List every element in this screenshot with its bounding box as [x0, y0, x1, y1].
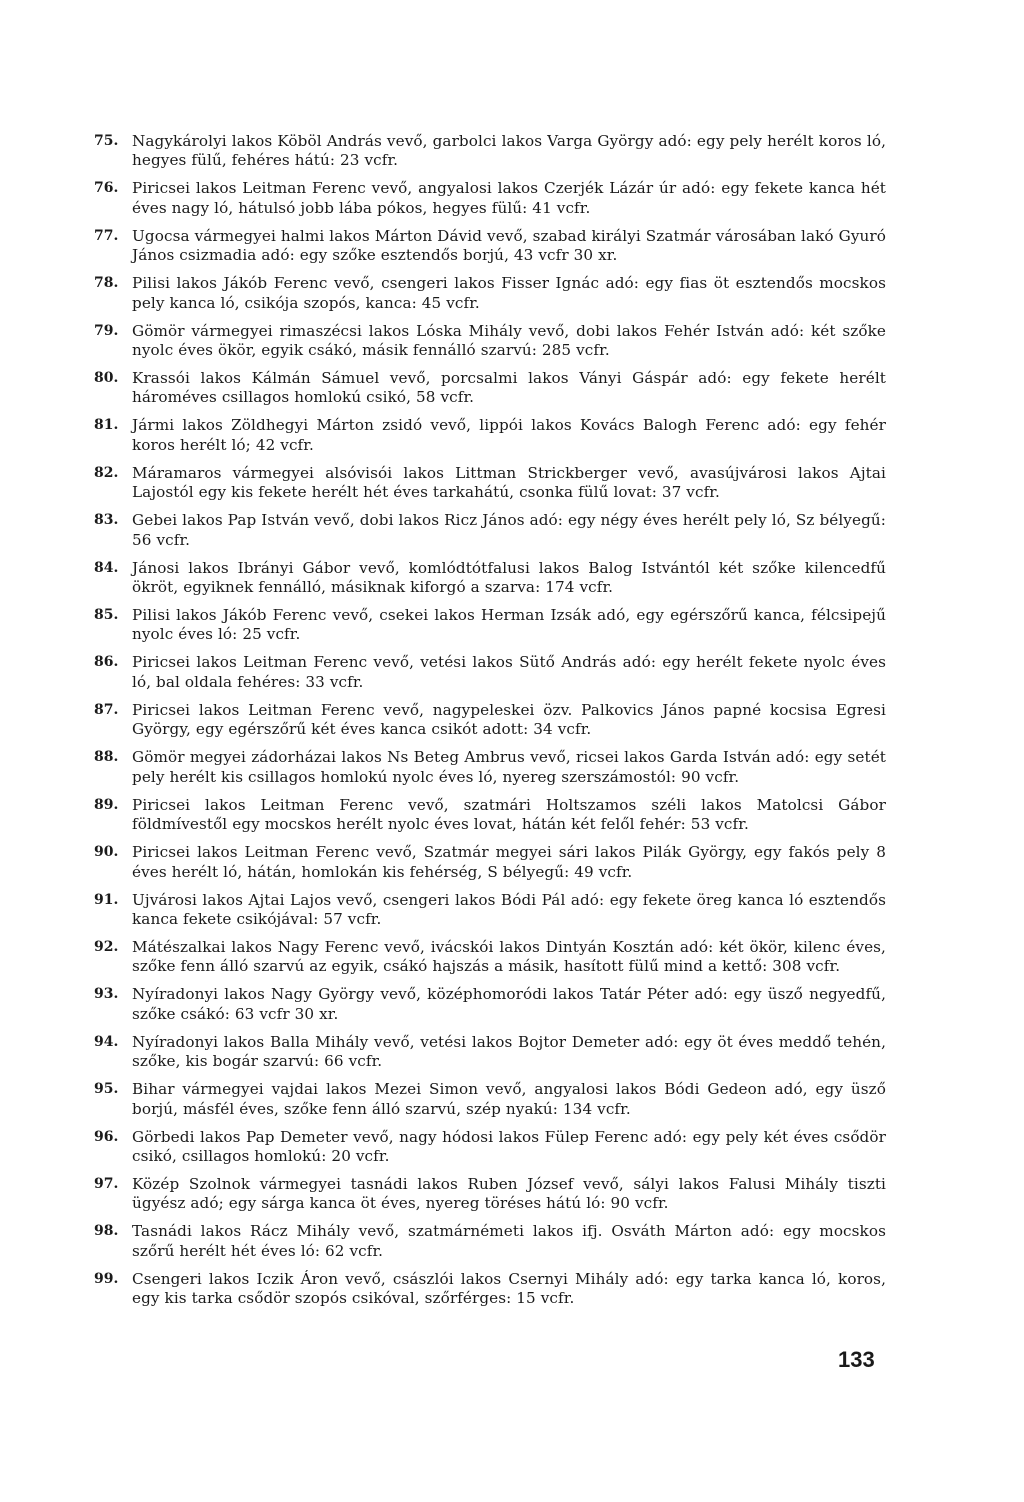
list-item — [94, 843, 886, 882]
list-item — [94, 559, 886, 598]
list-item — [94, 606, 886, 645]
list-item — [94, 938, 886, 977]
entry-text: Krassói lakos Kálmán Sámuel vevő, porcsalmi lakos Ványi Gáspár adó: egy fekete herélt hároméves csillagos homlokú csikó, 58 vcfr. — [132, 369, 886, 407]
list-item — [94, 1128, 886, 1167]
entry-number: 90. — [94, 844, 119, 861]
entry-text: Piricsei lakos Leitman Ferenc vevő, szatmári Holtszamos széli lakos Matolcsi Gábor földmívestől egy mocskos herélt nyolc éves lovat, hátán két felől fehér: 53 vcfr. — [132, 795, 886, 834]
entry-text: Ugocsa vármegyei halmi lakos Márton Dávid vevő, szabad királyi Szatmár városában lakó Gyuró János csizmadia adó: egy szőke esztendős borjú, 43 vcfr 30 xr. — [132, 226, 886, 265]
entry-number: 80. — [94, 370, 119, 387]
entry-text: Mátészalkai lakos Nagy Ferenc vevő, ivácskói lakos Dintyán Kosztán adó: két ökör, kilenc éves, szőke fenn álló szarvú az egyik, csákó hajszás a másik, hasított fülű mind a kettő: 308 vcfr. — [132, 937, 886, 976]
entry-number: 81. — [94, 417, 119, 434]
entry-text: Gebei lakos Pap István vevő, dobi lakos Ricz János adó: egy négy éves herélt pely ló, Sz bélyegű: 56 vcfr. — [132, 511, 886, 549]
entry-text: Pilisi lakos Jákób Ferenc vevő, csekei lakos Herman Izsák adó, egy egérszőrű kanca, félcsipejű nyolc éves ló: 25 vcfr. — [132, 606, 886, 644]
list-item — [94, 464, 886, 503]
entry-number: 88. — [94, 749, 119, 766]
entry-text: Bihar vármegyei vajdai lakos Mezei Simon vevő, angyalosi lakos Bódi Gedeon adó, egy üsző borjú, másfél éves, szőke fenn álló szarvú, szép nyakú: 134 vcfr. — [132, 1080, 886, 1118]
entry-text: Gömör megyei zádorházai lakos Ns Beteg Ambrus vevő, ricsei lakos Garda István adó: egy setét pely herélt kis csillagos homlokú nyolc éves ló, nyereg szerszámostól: 90 vcfr. — [132, 748, 886, 786]
list-item — [94, 132, 886, 171]
entry-number: 97. — [94, 1175, 119, 1192]
entry-text: Nyíradonyi lakos Nagy György vevő, középhomoródi lakos Tatár Péter adó: egy üsző negyedfű, szőke csákó: 63 vcfr 30 xr. — [132, 985, 886, 1023]
entry-number: 75. — [94, 133, 119, 149]
list-item — [94, 1222, 886, 1261]
entry-number: 79. — [94, 322, 119, 339]
list-item — [94, 511, 886, 550]
list-item — [94, 369, 886, 408]
entry-text: Jármi lakos Zöldhegyi Márton zsidó vevő, lippói lakos Kovács Balogh Ferenc adó: egy fehér koros herélt ló; 42 vcfr. — [132, 416, 886, 454]
entry-number: 77. — [94, 227, 119, 244]
entry-number: 87. — [94, 701, 119, 718]
entry-text: Piricsei lakos Leitman Ferenc vevő, Szatmár megyei sári lakos Pilák György, egy fakós pely 8 éves herélt ló, hátán, homlokán kis fehérség, S bélyegű: 49 vcfr. — [132, 843, 886, 881]
entry-number: 95. — [94, 1081, 119, 1098]
entry-text: Ujvárosi lakos Ajtai Lajos vevő, csengeri lakos Bódi Pál adó: egy fekete öreg kanca ló esztendős kanca fekete csikójával: 57 vcfr. — [132, 890, 886, 928]
entry-text: Közép Szolnok vármegyei tasnádi lakos Ruben József vevő, sályi lakos Falusi Mihály tiszti ügyész adó; egy sárga kanca öt éves, nyereg töréses hátú ló: 90 vcfr. — [132, 1174, 886, 1213]
entry-number: 93. — [94, 986, 119, 1003]
list-item — [94, 179, 886, 218]
entry-text: Gömör vármegyei rimaszécsi lakos Lóska Mihály vevő, dobi lakos Fehér István adó: két szőke nyolc éves ökör, egyik csákó, másik fennálló szarvú: 285 vcfr. — [132, 321, 886, 360]
entry-text: Pilisi lakos Jákób Ferenc vevő, csengeri lakos Fisser Ignác adó: egy fias öt esztendős mocskos pely kanca ló, csikója szopós, kanca: 45 vcfr. — [132, 274, 886, 312]
entry-number: 83. — [94, 512, 119, 529]
list-item — [94, 274, 886, 313]
list-item — [94, 701, 886, 740]
list-item — [94, 416, 886, 455]
list-item — [94, 748, 886, 787]
list-item — [94, 1033, 886, 1072]
entry-number: 86. — [94, 654, 119, 671]
list-item — [94, 891, 886, 930]
entry-text: Jánosi lakos Ibrányi Gábor vevő, komlódtótfalusi lakos Balog Istvántól két szőke kilencedfű ökröt, egyiknek fennálló, másiknak kiforgó a szarva: 174 vcfr. — [132, 558, 886, 597]
entry-text: Csengeri lakos Iczik Áron vevő, császlói lakos Csernyi Mihály adó: egy tarka kanca ló, koros, egy kis tarka csődör szopós csikóval, szőrférges: 15 vcfr. — [132, 1269, 886, 1308]
list-item — [94, 227, 886, 266]
list-item — [94, 1270, 886, 1309]
list-item — [94, 1080, 886, 1119]
entry-number: 99. — [94, 1270, 119, 1287]
entry-number: 94. — [94, 1033, 119, 1050]
list-item — [94, 653, 886, 692]
document-body — [94, 132, 886, 1317]
list-item — [94, 985, 886, 1024]
entry-number: 76. — [94, 180, 119, 197]
entry-text: Görbedi lakos Pap Demeter vevő, nagy hódosi lakos Fülep Ferenc adó: egy pely két éves csődör csikó, csillagos homlokú: 20 vcfr. — [132, 1127, 886, 1165]
entry-text: Máramaros vármegyei alsóvisói lakos Littman Strickberger vevő, avasújvárosi lakos Ajtai Lajostól egy kis fekete herélt hét éves tarkahátú, csonka fülű lovat: 37 vcfr. — [132, 463, 886, 502]
entry-number: 96. — [94, 1128, 119, 1145]
entry-text: Piricsei lakos Leitman Ferenc vevő, angyalosi lakos Czerjék Lázár úr adó: egy fekete kanca hét éves nagy ló, hátulsó jobb lába pókos, hegyes fülű: 41 vcfr. — [132, 179, 886, 217]
list-item — [94, 796, 886, 835]
entry-text: Nyíradonyi lakos Balla Mihály vevő, vetési lakos Bojtor Demeter adó: egy öt éves meddő tehén, szőke, kis bogár szarvú: 66 vcfr. — [132, 1032, 886, 1071]
entry-number: 91. — [94, 891, 119, 908]
entry-number: 92. — [94, 938, 119, 955]
entry-number: 78. — [94, 275, 119, 292]
entry-text: Piricsei lakos Leitman Ferenc vevő, vetési lakos Sütő András adó: egy herélt fekete nyolc éves ló, bal oldala fehéres: 33 vcfr. — [132, 653, 886, 691]
entry-number: 82. — [94, 464, 119, 481]
entry-number: 85. — [94, 607, 119, 624]
entry-text: Tasnádi lakos Rácz Mihály vevő, szatmárnémeti lakos ifj. Osváth Márton adó: egy mocskos szőrű herélt hét éves ló: 62 vcfr. — [132, 1222, 886, 1260]
list-item — [94, 1175, 886, 1214]
entry-text: Nagykárolyi lakos Köböl András vevő, garbolci lakos Varga György adó: egy pely herélt koros ló, hegyes fülű, fehéres hátú: 23 vcfr. — [132, 132, 886, 170]
entry-text: Piricsei lakos Leitman Ferenc vevő, nagypeleskei özv. Palkovics János papné kocsisa Egresi György, egy egérszőrű két éves kanca csikót adott: 34 vcfr. — [132, 700, 886, 739]
list-item — [94, 322, 886, 361]
page-number: 133 — [838, 1347, 875, 1372]
entry-number: 84. — [94, 559, 119, 576]
entry-number: 98. — [94, 1223, 119, 1240]
entry-number: 89. — [94, 796, 119, 813]
